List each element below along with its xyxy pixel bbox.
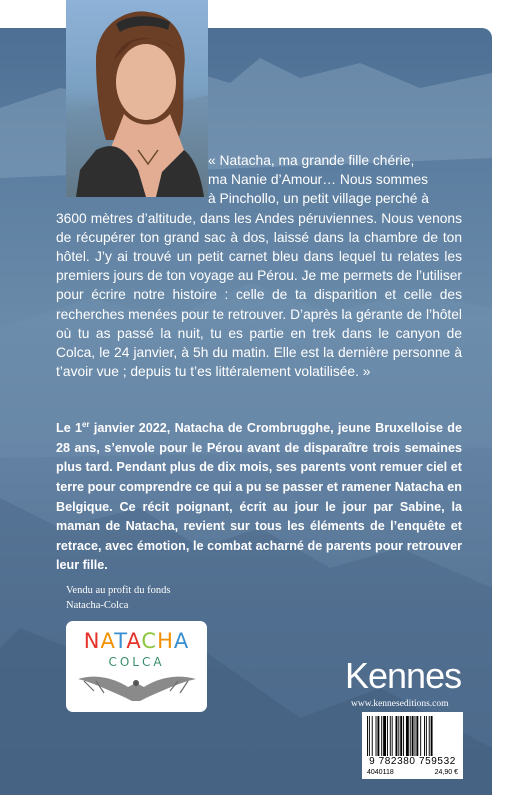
fund-line-2: Natacha-Colca: [66, 600, 129, 611]
barcode-bars: [367, 716, 458, 756]
book-summary: Le 1er janvier 2022, Natacha de Crombrugghe, jeune Bruxelloise de 28 ans, s’envole pour le Pérou avant de disparaître trois semaines plus tard. Pendant plus de dix mois, ses parents vont remuer ciel et terre pour comprendre ce qui a pu se passer et ramener Natacha en Belgique. Ce récit poignant, écrit au jour le jour par Sabine, la maman de Natacha, revient sur tous les éléments de l’enquête et retrace, avec émotion, le combat acharné de parents pour retrouver leur fille.: [56, 420, 462, 573]
logo-letter: A: [126, 629, 142, 653]
price: 24,90 €: [434, 769, 458, 776]
barcode: [362, 712, 463, 779]
quote-body: 3600 mètres d’altitude, dans les Andes péruviennes. Nous venons de récupérer ton grand sac à dos, laissé dans la chambre de ton hôtel. J’y ai trouvé un petit carnet bleu dans lequel tu relates les premiers jours de ton voyage au Pérou. Je me permets de l’utiliser pour écrire notre histoire : celle de ta disparition et celle des recherches menées pour te retrouver. D’après la gérante de l’hôtel où tu as passé la nuit, tu es partie en trek dans le canyon de Colca, le 24 janvier, à 5h du matin. Elle est la dernière personne à t’avoir vue ; depuis tu t’es littéralement volatilisée. »: [56, 210, 462, 380]
publisher-website: www.kenneseditions.com: [351, 699, 449, 709]
quote-line: « Natacha, ma grande fille chérie,: [208, 153, 415, 168]
logo-letter: C: [141, 629, 158, 653]
logo-letter: A: [100, 629, 115, 653]
logo-letter: A: [173, 629, 190, 653]
product-code: 4040118: [367, 769, 394, 776]
logo-letter: H: [157, 629, 174, 653]
logo-letter: T: [114, 629, 127, 653]
publisher-logo: Kennes: [345, 655, 462, 696]
logo-letter: N: [83, 629, 101, 653]
natacha-colca-logo: [66, 621, 207, 712]
logo-word-colca: COLCA: [108, 655, 165, 669]
fund-line-1: Vendu au profit du fonds: [66, 585, 171, 596]
quote-line: à Pinchollo, un petit village perché à: [208, 191, 429, 207]
author-quote: [56, 151, 462, 381]
condor-icon: [66, 621, 207, 712]
quote-line: ma Nanie d’Amour… Nous sommes: [208, 172, 429, 188]
fund-note: [66, 583, 170, 613]
isbn-number: 9 782380 759532: [369, 756, 456, 767]
